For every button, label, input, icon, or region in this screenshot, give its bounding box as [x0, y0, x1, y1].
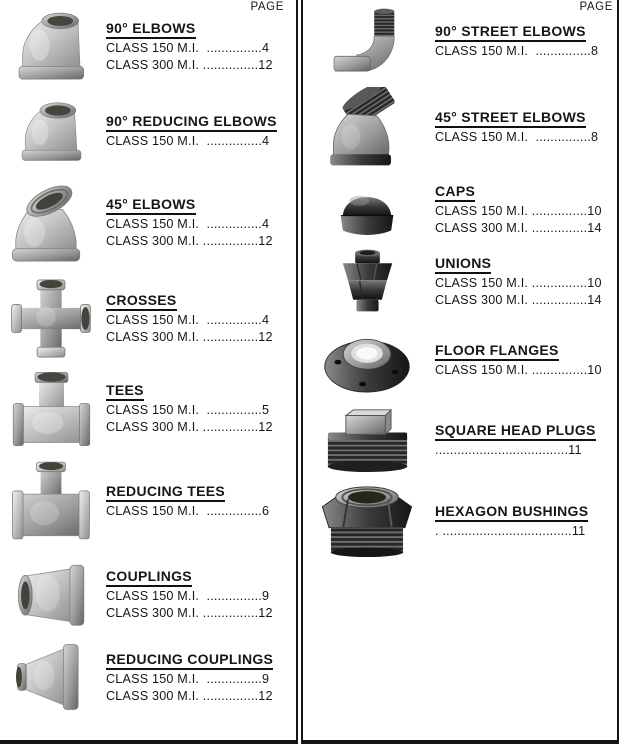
item-crosses [0, 272, 296, 365]
item-square-head-plugs [303, 400, 617, 480]
line-page: 12 [258, 233, 273, 248]
item-line [435, 221, 602, 236]
item-line [106, 234, 273, 249]
line-page: 14 [587, 220, 602, 235]
item-text [102, 568, 273, 621]
line-label: CLASS 150 M.I. [106, 216, 200, 231]
item-text [431, 422, 596, 458]
line-label: CLASS 150 M.I. [106, 503, 200, 518]
item-title: SQUARE HEAD PLUGS [435, 422, 596, 441]
item-text [102, 382, 273, 435]
line-label: CLASS 150 M.I. [106, 403, 200, 418]
line-leader: ............... [199, 688, 259, 703]
floor-flange-photo [303, 326, 431, 393]
reducing-tee-image [11, 457, 91, 544]
left-column [0, 0, 298, 744]
item-text [102, 20, 273, 73]
line-page: 10 [587, 362, 602, 377]
line-leader: ............... [199, 40, 262, 55]
item-text [431, 109, 598, 145]
line-label: CLASS 300 M.I. [106, 233, 200, 248]
reducing-elbow-90-photo [0, 99, 102, 163]
item-title: COUPLINGS [106, 568, 192, 587]
tee-image [4, 370, 99, 448]
item-couplings [0, 549, 296, 639]
item-text [102, 292, 273, 345]
line-leader: ............... [199, 503, 262, 518]
line-page: 12 [258, 57, 273, 72]
item-title: 90° REDUCING ELBOWS [106, 113, 277, 132]
line-page: 14 [587, 293, 602, 308]
cap-photo [303, 182, 431, 237]
page-header: PAGE [250, 1, 284, 13]
line-page: 4 [262, 313, 270, 328]
item-unions [303, 244, 617, 319]
union-image [330, 249, 405, 314]
elbow-45-photo [0, 180, 102, 265]
line-page: 6 [262, 503, 270, 518]
square-head-plug-photo [303, 407, 431, 473]
item-reducing-couplings [0, 639, 296, 715]
line-label: CLASS 150 M.I. [106, 313, 200, 328]
reducing-elbow-90-image [15, 99, 88, 163]
line-page: 8 [591, 44, 599, 59]
line-page: 10 [587, 203, 602, 218]
line-leader: . ................................... [435, 524, 572, 539]
item-line [435, 443, 596, 458]
line-page: 12 [258, 330, 273, 345]
item-line [435, 524, 588, 539]
square-head-plug-image [320, 407, 415, 473]
floor-flange-image [323, 326, 411, 393]
item-90-street-elbows [303, 2, 617, 80]
item-45-street-elbows [303, 80, 617, 174]
line-page: 12 [258, 420, 273, 435]
item-line [435, 204, 602, 219]
line-label: CLASS 300 M.I. [106, 688, 200, 703]
item-reducing-tees [0, 452, 296, 549]
item-title: REDUCING TEES [106, 483, 225, 502]
item-line [106, 330, 273, 345]
elbow-90-photo [0, 11, 102, 82]
item-title: 90° ELBOWS [106, 20, 196, 39]
street-elbow-90-image [325, 8, 410, 75]
item-line [435, 363, 602, 378]
line-leader: ............... [199, 671, 262, 686]
line-leader: .................................... [435, 443, 569, 458]
line-label: CLASS 150 M.I. [106, 588, 200, 603]
page-header: PAGE [579, 1, 613, 13]
item-tees [0, 365, 296, 452]
line-leader: ............... [199, 403, 262, 418]
line-leader: ............... [199, 134, 262, 149]
line-label: CLASS 150 M.I. [106, 40, 200, 55]
item-text [431, 23, 598, 59]
line-page: 10 [587, 276, 602, 291]
line-label: CLASS 150 M.I. [435, 203, 529, 218]
line-leader: ............... [199, 313, 262, 328]
union-photo [303, 249, 431, 314]
line-page: 4 [262, 40, 270, 55]
line-page: 5 [262, 403, 270, 418]
item-title: 45° ELBOWS [106, 196, 196, 215]
street-elbow-90-photo [303, 8, 431, 75]
item-title: 90° STREET ELBOWS [435, 23, 586, 42]
item-line [106, 672, 273, 687]
item-text [431, 342, 602, 378]
item-line [106, 41, 273, 56]
line-page: 12 [258, 688, 273, 703]
line-leader: ............... [528, 220, 588, 235]
item-title: 45° STREET ELBOWS [435, 109, 586, 128]
item-text [102, 483, 269, 519]
line-label: CLASS 150 M.I. [435, 276, 529, 291]
line-label: CLASS 300 M.I. [106, 57, 200, 72]
line-leader: ............... [528, 44, 591, 59]
item-text [431, 503, 588, 539]
item-hexagon-bushings [303, 480, 617, 562]
item-title: FLOOR FLANGES [435, 342, 559, 361]
coupling-image [13, 554, 90, 635]
elbow-90-image [15, 11, 87, 82]
item-line [435, 276, 602, 291]
line-page: 4 [262, 216, 270, 231]
item-45-elbows [0, 172, 296, 272]
line-page: 8 [591, 130, 599, 145]
line-leader: ............... [528, 293, 588, 308]
item-title: TEES [106, 382, 144, 401]
item-title: HEXAGON BUSHINGS [435, 503, 588, 522]
left-item-list [0, 0, 296, 715]
item-title: CROSSES [106, 292, 177, 311]
line-label: CLASS 300 M.I. [106, 330, 200, 345]
line-leader: ............... [199, 216, 262, 231]
line-label: CLASS 150 M.I. [435, 362, 529, 377]
reducing-coupling-photo [0, 640, 102, 714]
line-leader: ............... [199, 57, 259, 72]
item-line [106, 606, 273, 621]
line-label: CLASS 300 M.I. [106, 605, 200, 620]
line-leader: ............... [199, 420, 259, 435]
right-item-list [303, 0, 617, 562]
street-elbow-45-photo [303, 87, 431, 167]
right-column [301, 0, 619, 744]
item-line [106, 689, 273, 704]
line-leader: ............... [199, 588, 262, 603]
line-leader: ............... [199, 605, 259, 620]
line-label: CLASS 300 M.I. [106, 420, 200, 435]
line-label: CLASS 150 M.I. [435, 130, 529, 145]
item-title: UNIONS [435, 255, 491, 274]
tee-photo [0, 370, 102, 448]
hexagon-bushing-photo [303, 484, 431, 558]
cross-image [10, 275, 92, 362]
item-line [106, 217, 273, 232]
item-title: REDUCING COUPLINGS [106, 651, 273, 670]
line-label: CLASS 150 M.I. [435, 44, 529, 59]
item-text [431, 255, 602, 308]
item-floor-flanges [303, 319, 617, 400]
item-line [435, 293, 602, 308]
item-line [106, 589, 273, 604]
item-text [102, 196, 273, 249]
line-leader: ............... [199, 233, 259, 248]
street-elbow-45-image [327, 87, 407, 167]
item-text [102, 651, 273, 704]
item-line [106, 504, 269, 519]
line-page: 12 [258, 605, 273, 620]
line-label: CLASS 300 M.I. [435, 220, 529, 235]
line-label: CLASS 150 M.I. [106, 134, 200, 149]
line-page: 4 [262, 134, 270, 149]
line-leader: ............... [528, 362, 588, 377]
reducing-tee-photo [0, 457, 102, 544]
cross-photo [0, 275, 102, 362]
reducing-coupling-image [14, 640, 89, 714]
line-leader: ............... [528, 276, 588, 291]
item-line [106, 403, 273, 418]
item-title: CAPS [435, 183, 475, 202]
item-line [106, 58, 273, 73]
line-page: 9 [262, 671, 270, 686]
item-line [435, 130, 598, 145]
hexagon-bushing-image [318, 484, 416, 558]
line-label: CLASS 150 M.I. [106, 671, 200, 686]
item-caps [303, 174, 617, 244]
item-text [102, 113, 277, 149]
coupling-photo [0, 554, 102, 635]
item-line [435, 44, 598, 59]
line-page: 9 [262, 588, 270, 603]
item-text [431, 183, 602, 236]
cap-image [321, 182, 413, 237]
item-90-elbows [0, 2, 296, 90]
item-line [106, 420, 273, 435]
elbow-45-image [10, 180, 92, 265]
line-label: CLASS 300 M.I. [435, 293, 529, 308]
line-leader: ............... [528, 130, 591, 145]
line-leader: ............... [528, 203, 588, 218]
item-90-reducing-elbows [0, 90, 296, 172]
item-line [106, 313, 273, 328]
line-page: 11 [568, 443, 582, 458]
item-line [106, 134, 277, 149]
line-leader: ............... [199, 330, 259, 345]
line-page: 11 [571, 524, 586, 539]
